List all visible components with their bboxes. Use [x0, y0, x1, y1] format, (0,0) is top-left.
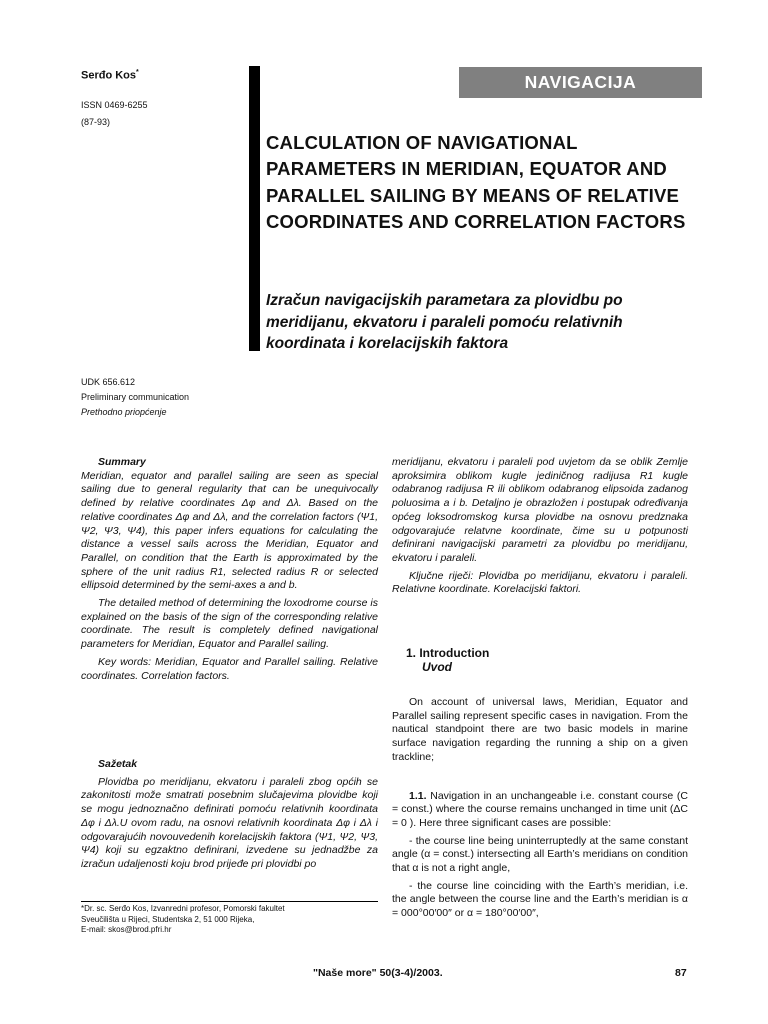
intro-list-item: - the course line being uninterruptedly at the same constant angle (α = const.) intersecting all Earth’s meridians on condition that α is not a right angle,: [392, 834, 688, 875]
summary-section: [81, 456, 378, 683]
footnote-divider: [81, 901, 378, 902]
paper-type-english: Preliminary communication: [81, 392, 190, 402]
paper-title-croatian: Izračun navigacijskih parametara za plovidbu po meridijanu, ekvatoru i paraleli pomoću relativnih koordinata i korelacijskih faktora: [266, 292, 623, 352]
summary-paragraph: Meridian, equator and parallel sailing are seen as special sailing due to general regularity that can be unequivocally defined by relative coordinates Δφ and Δλ. Based on the relative coordinates Δφ and Δλ, and the correlation factors (Ψ1, Ψ2, Ψ3, Ψ4), this paper infers equations for calculating the distance a vessel sails across the Meridian, Equator and Parallel, on condition that the Earth is approximated by the sphere of the unit radius R1, selected radius R or selected ellipsoid determined by the semi-axes a and b.: [81, 469, 378, 592]
section-tag: NAVIGACIJA: [459, 67, 702, 98]
author-name: Serđo Kos*: [81, 69, 139, 82]
introduction-heading: 1. Introduction: [406, 646, 490, 660]
sazetak-section: [81, 758, 378, 872]
intro-paragraph: [392, 790, 688, 831]
introduction-heading-block: [392, 647, 688, 674]
author-footnote: [81, 904, 378, 936]
introduction-subheading: Uvod: [422, 659, 452, 674]
intro-list-item: - the course line coinciding with the Earth’s meridian, i.e. the angle between the course line and the Earth’s meridian is α = 000°00′00″ or α = 180°00′00″,: [392, 879, 688, 920]
journal-citation: "Naše more" 50(3-4)/2003.: [313, 967, 443, 979]
paper-type-croatian: Prethodno priopćenje: [81, 407, 167, 417]
summary-keywords: Key words: Meridian, Equator and Parallel sailing. Relative coordinates. Correlation factors.: [81, 655, 378, 682]
page-range: (87-93): [81, 117, 111, 127]
title-accent-bar: [249, 66, 260, 351]
summary-paragraph: The detailed method of determining the loxodrome course is explained on the basis of the sign of the corresponding relative coordinate. The result is completely defined navigational parameters for Meridian, Equator and Parallel sailing.: [81, 597, 378, 651]
sazetak-heading: Sažetak: [98, 758, 138, 770]
paper-title-english: CALCULATION OF NAVIGATIONAL PARAMETERS IN MERIDIAN, EQUATOR AND PARALLEL SAILING BY MEANS OF RELATIVE COORDINATES AND CORRELATION FACTORS: [266, 132, 686, 233]
footnote-line: Sveučilišta u Rijeci, Studentska 2, 51 000 Rijeka,: [81, 914, 255, 924]
intro-paragraph-text: Navigation in an unchangeable i.e. constant course (C = const.) where the course remains unchanged in time unit (ΔC = 0 ). Here three significant cases are possible:: [392, 789, 688, 829]
introduction-body: [392, 696, 688, 921]
sazetak-paragraph: meridijanu, ekvatoru i paraleli pod uvjetom da se oblik Zemlje aproksimira oblikom kugle jediničnog radijusa R1 kugle odabranog radijusa R ili oblikom odabranog elipsoida zadanog poluosima a i b. Detaljno je obrazložen i postupak određivanja općeg loksodromskog kursa plovidbe na osnovu predznaka odgovarajuće relatvne koordinate, čime su u potpunosti definirani navigacijski parametri za plovidbu po meridijanu, ekvatoru i paraleli.: [392, 456, 688, 564]
subsection-number: 1.1.: [409, 789, 427, 802]
issn: ISSN 0469-6255: [81, 100, 148, 110]
udk-code: UDK 656.612: [81, 377, 136, 387]
summary-heading: Summary: [98, 456, 146, 468]
sazetak-continued: [392, 456, 688, 597]
footnote-line: *Dr. sc. Serđo Kos, Izvanredni profesor, Pomorski fakultet: [81, 904, 285, 913]
footnote-email: E-mail: skos@brod.pfri.hr: [81, 925, 172, 934]
sazetak-paragraph: Plovidba po meridijanu, ekvatoru i paraleli zbog općih se zakonitosti može smatrati posebnim slučajevima plovidbe koji se mogu jednoznačno definirati pomoću relativnih koordinata Δφ i Δλ.U ovom radu, na osnovi relativnih koordinata Δφ i Δλ i odgovarajućih novouvedenih korelacijskih faktora (Ψ1, Ψ2, Ψ3, Ψ4) koji su egzaktno definirani, izvedene su jednadžbe za izračun udaljenosti koju brod prijeđe pri plovidbi po: [81, 775, 378, 870]
page-number: 87: [675, 967, 687, 979]
sazetak-keywords: Ključne riječi: Plovidba po meridijanu, ekvatoru i paraleli. Relativne koordinate. Korelacijski faktori.: [392, 569, 688, 596]
intro-paragraph: On account of universal laws, Meridian, Equator and Parallel sailing represent specific cases in navigation. From the nautical standpoint there are two basic models in marine surface navigation regarding the running a ship on a given trackline;: [392, 696, 688, 763]
